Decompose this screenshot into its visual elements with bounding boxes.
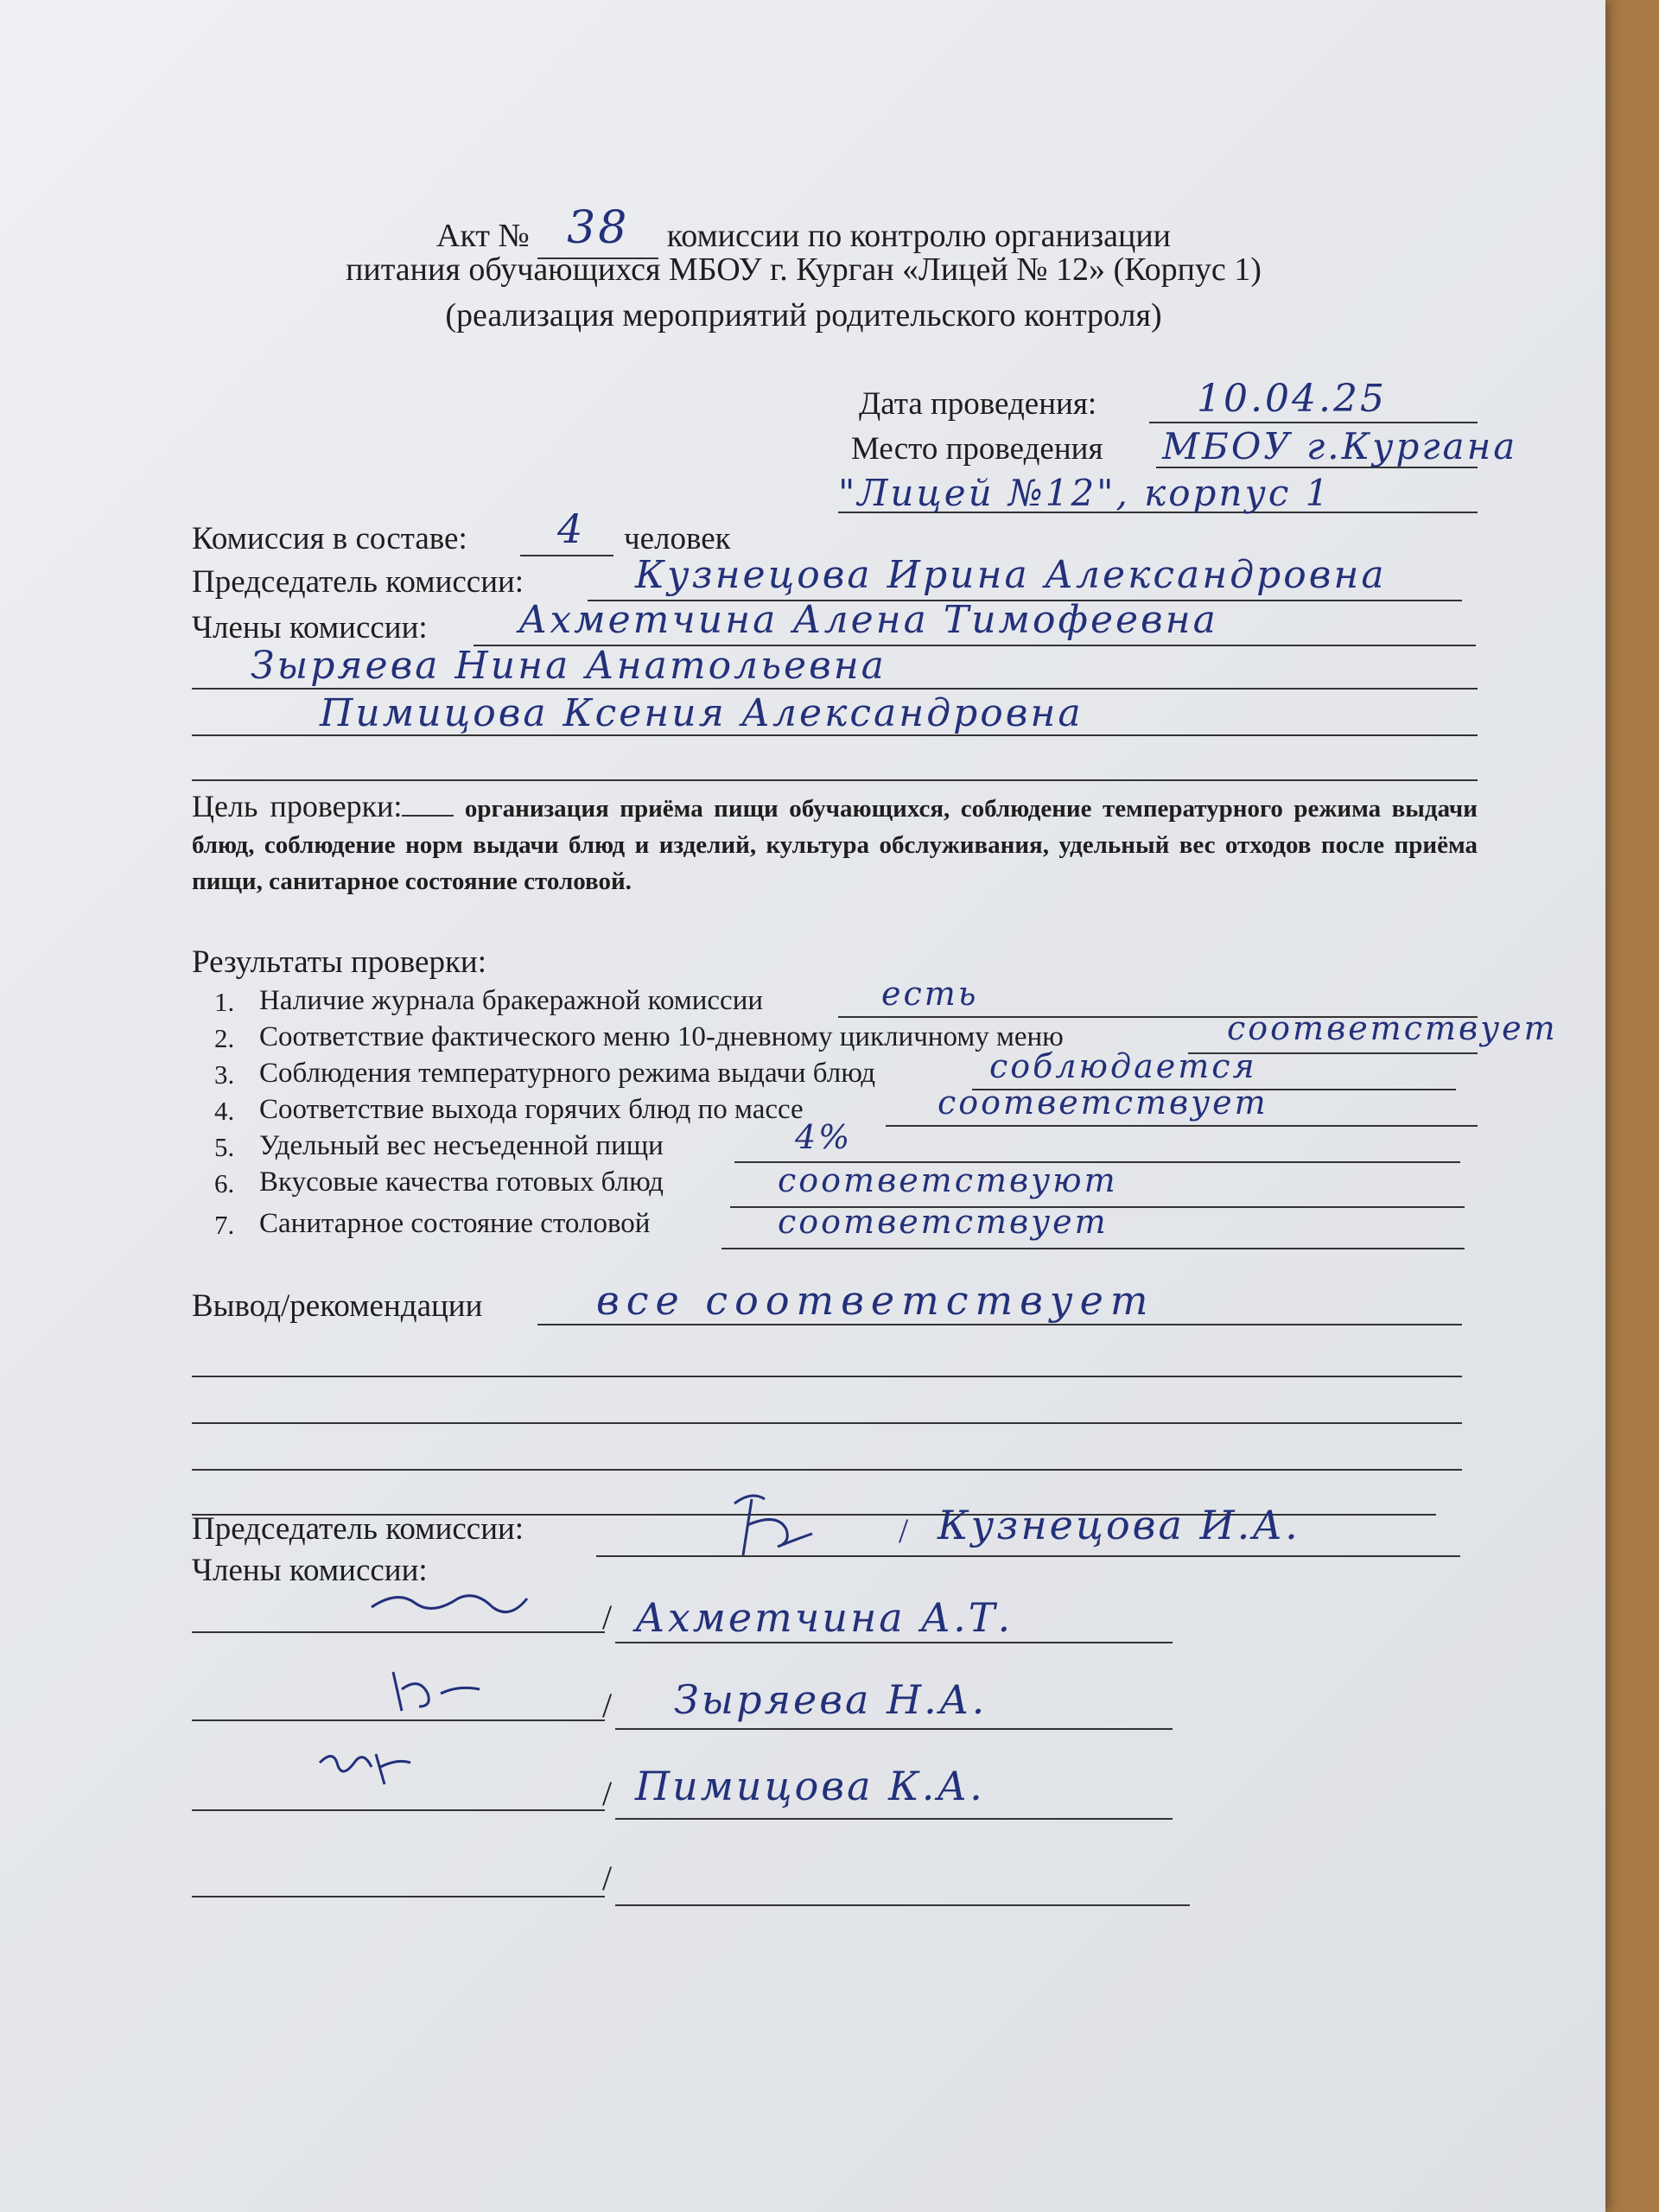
member-2: Зыряева Нина Анатольевна — [251, 644, 887, 688]
place-label: Место проведения — [851, 431, 1103, 467]
commission-size-label: Комиссия в составе: — [192, 521, 467, 556]
result-value: соответствует — [778, 1203, 1109, 1241]
chair-signature-slash: / — [899, 1511, 909, 1550]
act-prefix: Акт № — [436, 218, 530, 254]
conclusion-value: все соответствует — [596, 1277, 1155, 1324]
place-value-1: МБОУ г.Кургана — [1162, 425, 1518, 467]
results-label: Результаты проверки: — [192, 944, 487, 980]
member-2-slash: / — [602, 1686, 613, 1725]
result-value: соответствуют — [778, 1161, 1118, 1199]
member-1-signature-icon — [363, 1581, 536, 1633]
act-title-line-3: (реализация мероприятий родительского контроля) — [445, 297, 1162, 334]
signature-members-label: Члены комиссии: — [192, 1553, 428, 1588]
member-1-slash: / — [602, 1598, 613, 1637]
empty-signature-slash: / — [602, 1859, 613, 1897]
result-value: соответствует — [1227, 1009, 1558, 1047]
date-label: Дата проведения: — [859, 386, 1097, 422]
purpose-block — [192, 788, 1478, 899]
member-3: Пимицова Ксения Александровна — [320, 691, 1084, 735]
result-num: 2. — [214, 1023, 235, 1053]
result-num: 7. — [214, 1210, 235, 1240]
result-text: Вкусовые качества готовых блюд — [259, 1166, 664, 1198]
result-text: Наличие журнала бракеражной комиссии — [259, 985, 764, 1016]
members-label: Члены комиссии: — [192, 610, 428, 645]
chair-label: Председатель комиссии: — [192, 564, 524, 600]
member-3-slash: / — [602, 1774, 613, 1813]
commission-size-unit: человек — [624, 521, 731, 556]
result-value: 4% — [795, 1118, 853, 1156]
signature-chair-label: Председатель комиссии: — [192, 1511, 524, 1547]
member-1-signature-name: Ахметчина А.Т. — [635, 1594, 1014, 1641]
result-text: Санитарное состояние столовой — [259, 1208, 651, 1239]
result-value: соответствует — [938, 1084, 1268, 1122]
result-num: 5. — [214, 1132, 235, 1162]
act-number: 38 — [567, 202, 630, 254]
purpose-text: организация приёма пищи обучающихся, соблюдение температурного режима выдачи блюд, соблюдение норм выдачи блюд и изделий, культура обслуживания, удельный вес отходов после приёма пищи, санитарное состояние столовой. — [192, 795, 1478, 895]
place-value-2: "Лицей №12", корпус 1 — [838, 472, 1332, 514]
result-text: Соблюдения температурного режима выдачи блюд — [259, 1058, 876, 1089]
member-2-signature-name: Зыряева Н.А. — [674, 1676, 988, 1723]
act-title-line-2: питания обучающихся МБОУ г. Курган «Лицей № 12» (Корпус 1) — [346, 251, 1262, 288]
result-text: Соответствие фактического меню 10-дневному цикличному меню — [259, 1021, 1064, 1052]
commission-size-value: 4 — [557, 505, 586, 552]
purpose-label: Цель проверки: — [192, 789, 403, 823]
result-num: 4. — [214, 1096, 235, 1126]
chair-value: Кузнецова Ирина Александровна — [635, 553, 1387, 597]
result-num: 3. — [214, 1059, 235, 1090]
member-2-signature-icon — [380, 1659, 493, 1719]
member-3-signature-name: Пимицова К.А. — [635, 1763, 985, 1809]
result-num: 1. — [214, 987, 235, 1017]
date-value: 10.04.25 — [1197, 377, 1387, 421]
chair-signature-icon — [717, 1486, 821, 1564]
conclusion-label: Вывод/рекомендации — [192, 1288, 483, 1324]
member-1: Ахметчина Алена Тимофеевна — [518, 598, 1218, 642]
result-text: Соответствие выхода горячих блюд по массе — [259, 1094, 804, 1125]
result-value: соблюдается — [989, 1047, 1257, 1085]
member-3-signature-icon — [311, 1737, 415, 1797]
result-text: Удельный вес несъеденной пищи — [259, 1130, 664, 1161]
act-suffix: комиссии по контролю организации — [666, 218, 1171, 254]
result-value: есть — [881, 975, 979, 1013]
result-num: 6. — [214, 1168, 235, 1198]
chair-signature-name: Кузнецова И.А. — [938, 1502, 1300, 1548]
